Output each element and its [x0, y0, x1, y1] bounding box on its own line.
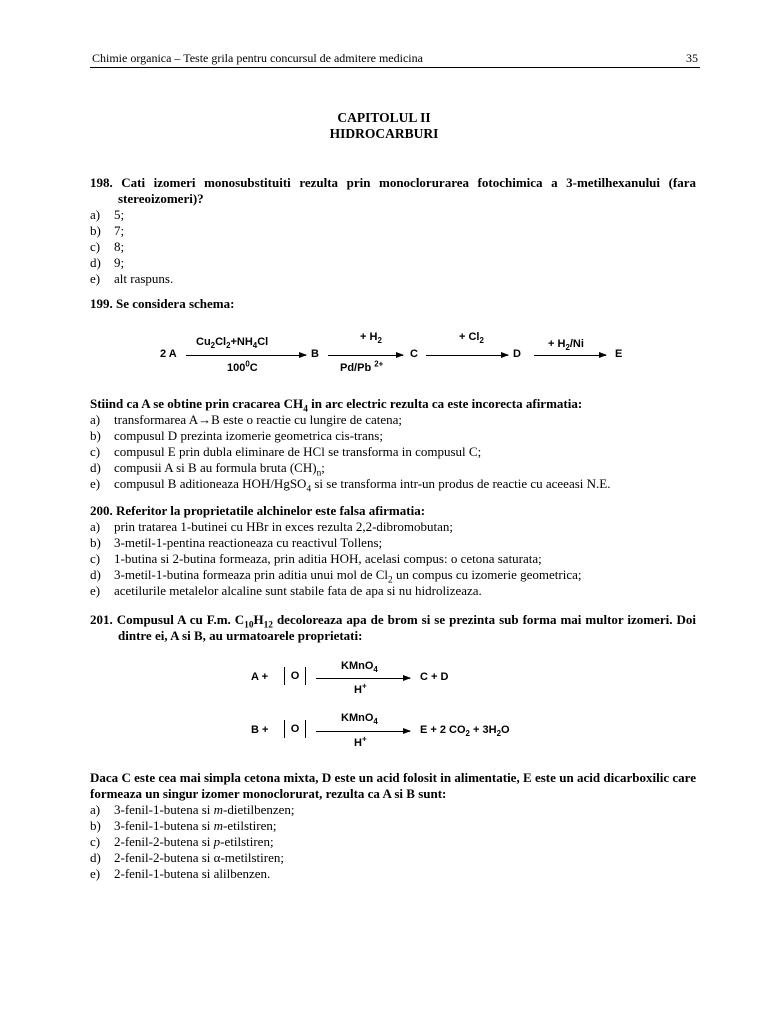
reagent-label: KMnO$_4$	[341, 660, 378, 675]
answer-option-a: a) 3-fenil-1-butena si m-dietilbenzen;	[90, 802, 295, 817]
question-text: Cati izomeri monosubstituiti rezulta prin monoclorurarea fotochimica a 3-metilhexanului (fara stereoizomeri)?	[118, 175, 696, 206]
reaction-arrow	[316, 678, 410, 679]
condition-label: $100^0C$	[227, 359, 258, 374]
oxygen-bracket: O	[284, 667, 306, 685]
answer-option-e: e) alt raspuns.	[90, 271, 174, 286]
answer-option-b: b) 7;	[90, 223, 125, 238]
answer-option-b: b) compusul D prezinta izomerie geometrica cis-trans;	[90, 428, 383, 443]
question-199-body	[90, 396, 696, 495]
reagent-label: KMnO$_4$	[341, 712, 378, 727]
equation-products: C + D	[420, 671, 449, 683]
answer-options	[90, 519, 696, 599]
answer-options	[90, 802, 696, 882]
answer-option-d: d) compusii A si B au formula bruta $(CH)_n$;	[90, 460, 325, 479]
reagent-label: + $Cl_2$	[459, 331, 484, 346]
reaction-arrow	[328, 355, 403, 356]
question-number: 198.	[90, 175, 113, 190]
answer-option-c: c) compusul E prin dubla eliminare de HCl se transforma in compusul C;	[90, 444, 482, 459]
compound-c: C	[410, 348, 418, 360]
answer-option-e: e) acetilurile metalelor alcaline sunt stabile fata de apa si nu hidrolizeaza.	[90, 583, 482, 598]
compound-d: D	[513, 348, 521, 360]
question-number: 199.	[90, 296, 113, 311]
answer-option-c: c) 2-fenil-2-butena si p-etilstiren;	[90, 834, 274, 849]
chapter-title: HIDROCARBURI	[329, 126, 439, 141]
answer-option-b: b) 3-fenil-1-butena si m-etilstiren;	[90, 818, 277, 833]
compound-2a: 2 A	[160, 348, 177, 360]
header-title: Chimie organica – Teste grila pentru concursul de admitere medicina	[92, 51, 423, 65]
answer-option-e: e) compusul B aditioneaza HOH/HgSO$_4$ si se transforma intr-un produs de reactie cu aceeasi N.E.	[90, 476, 611, 495]
reagent-label: + $H_2/Ni$	[548, 338, 584, 353]
reagent-label: $Cu_2Cl_2+NH_4Cl$	[196, 336, 269, 351]
oxygen-bracket: O	[284, 720, 306, 738]
answer-option-d: d) 2-fenil-2-butena si α-metilstiren;	[90, 850, 284, 865]
answer-option-a: a) 5;	[90, 207, 125, 222]
question-201-body	[90, 770, 696, 882]
chapter-number: CAPITOLUL II	[337, 110, 431, 125]
question-text: Compusul A cu F.m. $C_{10}H_{12}$ decoloreaza apa de brom si se prezinta sub forma mai multor izomeri. Doi dintre ei, A si B, au urmatoarele proprietati:	[116, 612, 697, 643]
answer-option-d: d) 9;	[90, 255, 125, 270]
reaction-arrow	[186, 355, 306, 356]
equation-left: B +	[251, 724, 269, 736]
reagent-label: + $H_2$	[360, 331, 382, 346]
question-199-stem	[90, 296, 696, 312]
answer-option-a: a) transformarea A→B este o reactie cu lungire de catena;	[90, 412, 403, 427]
condition-label: H+	[354, 734, 367, 749]
question-premise: Stiind ca A se obtine prin cracarea $CH_4$ in arc electric rezulta ca este incorecta afirmatia:	[90, 396, 583, 415]
question-number: 200.	[90, 503, 113, 518]
question-201-stem	[90, 612, 696, 644]
answer-option-b: b) 3-metil-1-pentina reactioneaza cu reactivul Tollens;	[90, 535, 383, 550]
reaction-arrow	[426, 355, 508, 356]
question-premise: Daca C este cea mai simpla cetona mixta, D este un acid folosit in alimentatie, E este un acid dicarboxilic care formeaza un singur izomer monoclorurat, rezulta ca A si B sunt:	[90, 770, 696, 801]
question-198	[90, 175, 696, 287]
answer-option-d: d) 3-metil-1-butina formeaza prin aditia unui mol de $Cl_2$ un compus cu izomerie geometrica;	[90, 567, 582, 586]
answer-options	[90, 207, 696, 287]
answer-options	[90, 412, 696, 495]
equation-products: E + 2 $CO_2 + 3H_2O$	[420, 724, 510, 739]
equation-left: A +	[251, 671, 269, 683]
answer-option-c: c) 8;	[90, 239, 125, 254]
page-number: 35	[686, 51, 698, 65]
question-text: Se considera schema:	[116, 296, 235, 311]
catalyst-label: Pd/Pb $^{2+}$	[340, 359, 384, 374]
header-rule	[90, 67, 700, 68]
reaction-arrow	[534, 355, 606, 356]
running-header	[90, 51, 700, 67]
compound-e: E	[615, 348, 623, 360]
question-200	[90, 503, 696, 599]
question-text: Referitor la proprietatile alchinelor este falsa afirmatia:	[116, 503, 426, 518]
answer-option-c: c) 1-butina si 2-butina formeaza, prin aditia HOH, acelasi compus: o cetona saturata;	[90, 551, 542, 566]
condition-label: H+	[354, 681, 367, 696]
question-number: 201.	[90, 612, 113, 627]
compound-b: B	[311, 348, 319, 360]
answer-option-e: e) 2-fenil-1-butena si alilbenzen.	[90, 866, 271, 881]
reaction-arrow	[316, 731, 410, 732]
answer-option-a: a) prin tratarea 1-butinei cu HBr in exces rezulta 2,2-dibromobutan;	[90, 519, 453, 534]
question-198-stem	[90, 175, 696, 207]
